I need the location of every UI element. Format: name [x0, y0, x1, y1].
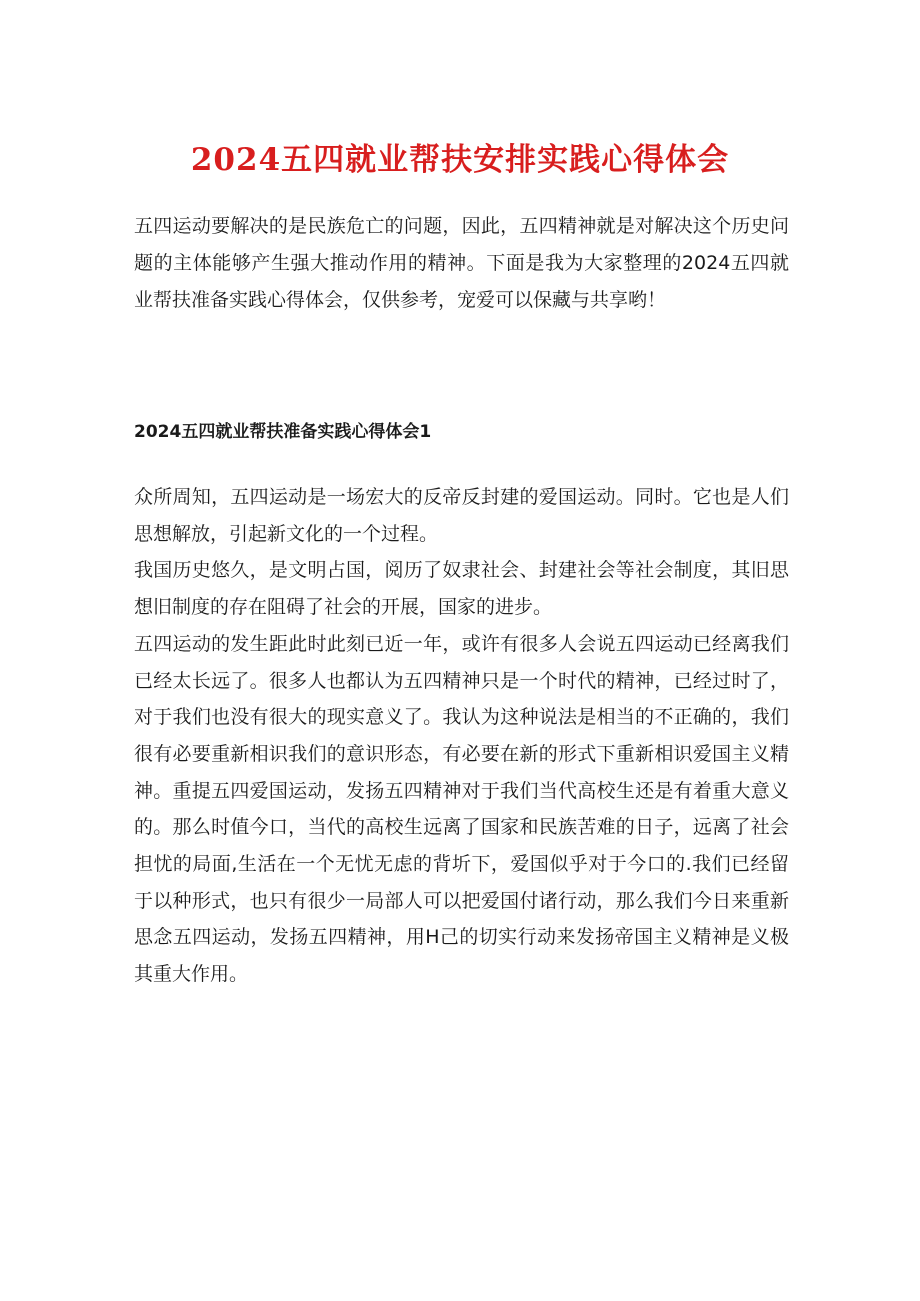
- section-heading: 2024五四就业帮扶准备实践心得体会1: [134, 422, 432, 442]
- body-paragraph-2: 我国历史悠久，是文明占国，阅历了奴隶社会、封建社会等社会制度，其旧思想旧制度的存在阻碍了社会的开展，国家的进步。: [134, 559, 789, 619]
- body-paragraph-1: 众所周知，五四运动是一场宏大的反帝反封建的爱国运动。同时。它也是人们思想解放，引起新文化的一个过程。: [134, 486, 789, 545]
- body-text: [134, 479, 789, 993]
- intro-paragraph: 五四运动要解决的是民族危亡的问题，因此，五四精神就是对解决这个历史问题的主体能够产生强大推动作用的精神。下面是我为大家整理的2024五四就业帮扶准备实践心得体会，仅供参考，宠爱可以保藏与共享哟！: [134, 215, 789, 311]
- document-title: 2024五四就业帮扶安排实践心得体会: [190, 142, 730, 178]
- body-paragraph-3: 五四运动的发生距此时此刻已近一年，或许有很多人会说五四运动已经离我们已经太长远了。很多人也都认为五四精神只是一个时代的精神，已经过时了，对于我们也没有很大的现实意义了。我认为这种说法是相当的不正确的，我们很有必要重新相识我们的意识形态，有必要在新的形式下重新相识爱国主义精神。重提五四爱国运动，发扬五四精神对于我们当代高校生还是有着重大意义的。那么时值今口，当代的高校生远离了国家和民族苦难的日子，远离了社会担忧的局面,生活在一个无忧无虑的背圻下，爱国似乎对于今口的.我们已经留于以种形式，也只有很少一局部人可以把爱国付诸行动，那么我们今日来重新思念五四运动，发扬五四精神，用H己的切实行动来发扬帝国主义精神是义极其重大作用。: [134, 632, 789, 986]
